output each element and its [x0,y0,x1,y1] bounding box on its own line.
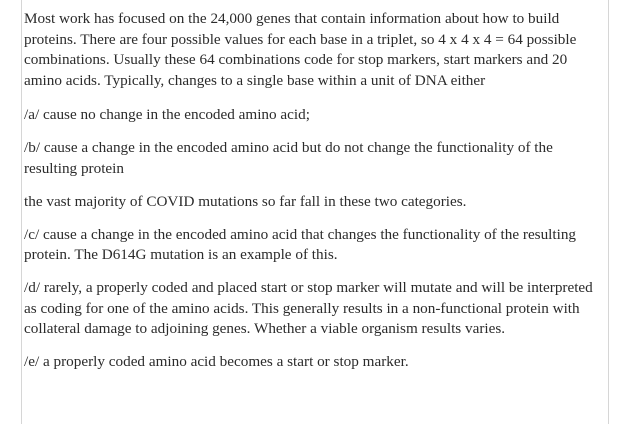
paragraph-case-c: /c/ cause a change in the encoded amino acid that changes the functionality of the resulting protein. The D614G mutation is an example of this. [24,225,577,263]
paragraph-case-b: /b/ cause a change in the encoded amino acid but do not change the functionality of the resulting protein [24,139,553,177]
paragraph-covid-note: the vast majority of COVID mutations so far fall in these two categories. [24,192,467,210]
document-body [24,9,606,385]
paragraph-intro: Most work has focused on the 24,000 genes that contain information about how to build proteins. There are four possible values for each base in a triplet, so 4 x 4 x 4 = 64 possible combinations. Usually these 64 combinations code for stop markers, start markers and 20 amino acids. Typically, changes to a single base within a unit of DNA either [24,10,577,89]
paragraph-case-d: /d/ rarely, a properly coded and placed start or stop marker will mutate and will be interpreted as coding for one of the amino acids. This generally results in a non-functional protein with collateral damage to adjoining genes. Whether a viable organism results varies. [24,279,593,337]
paragraph-case-a: /a/ cause no change in the encoded amino acid; [24,106,310,123]
paragraph-case-e: /e/ a properly coded amino acid becomes a start or stop marker. [24,353,409,370]
